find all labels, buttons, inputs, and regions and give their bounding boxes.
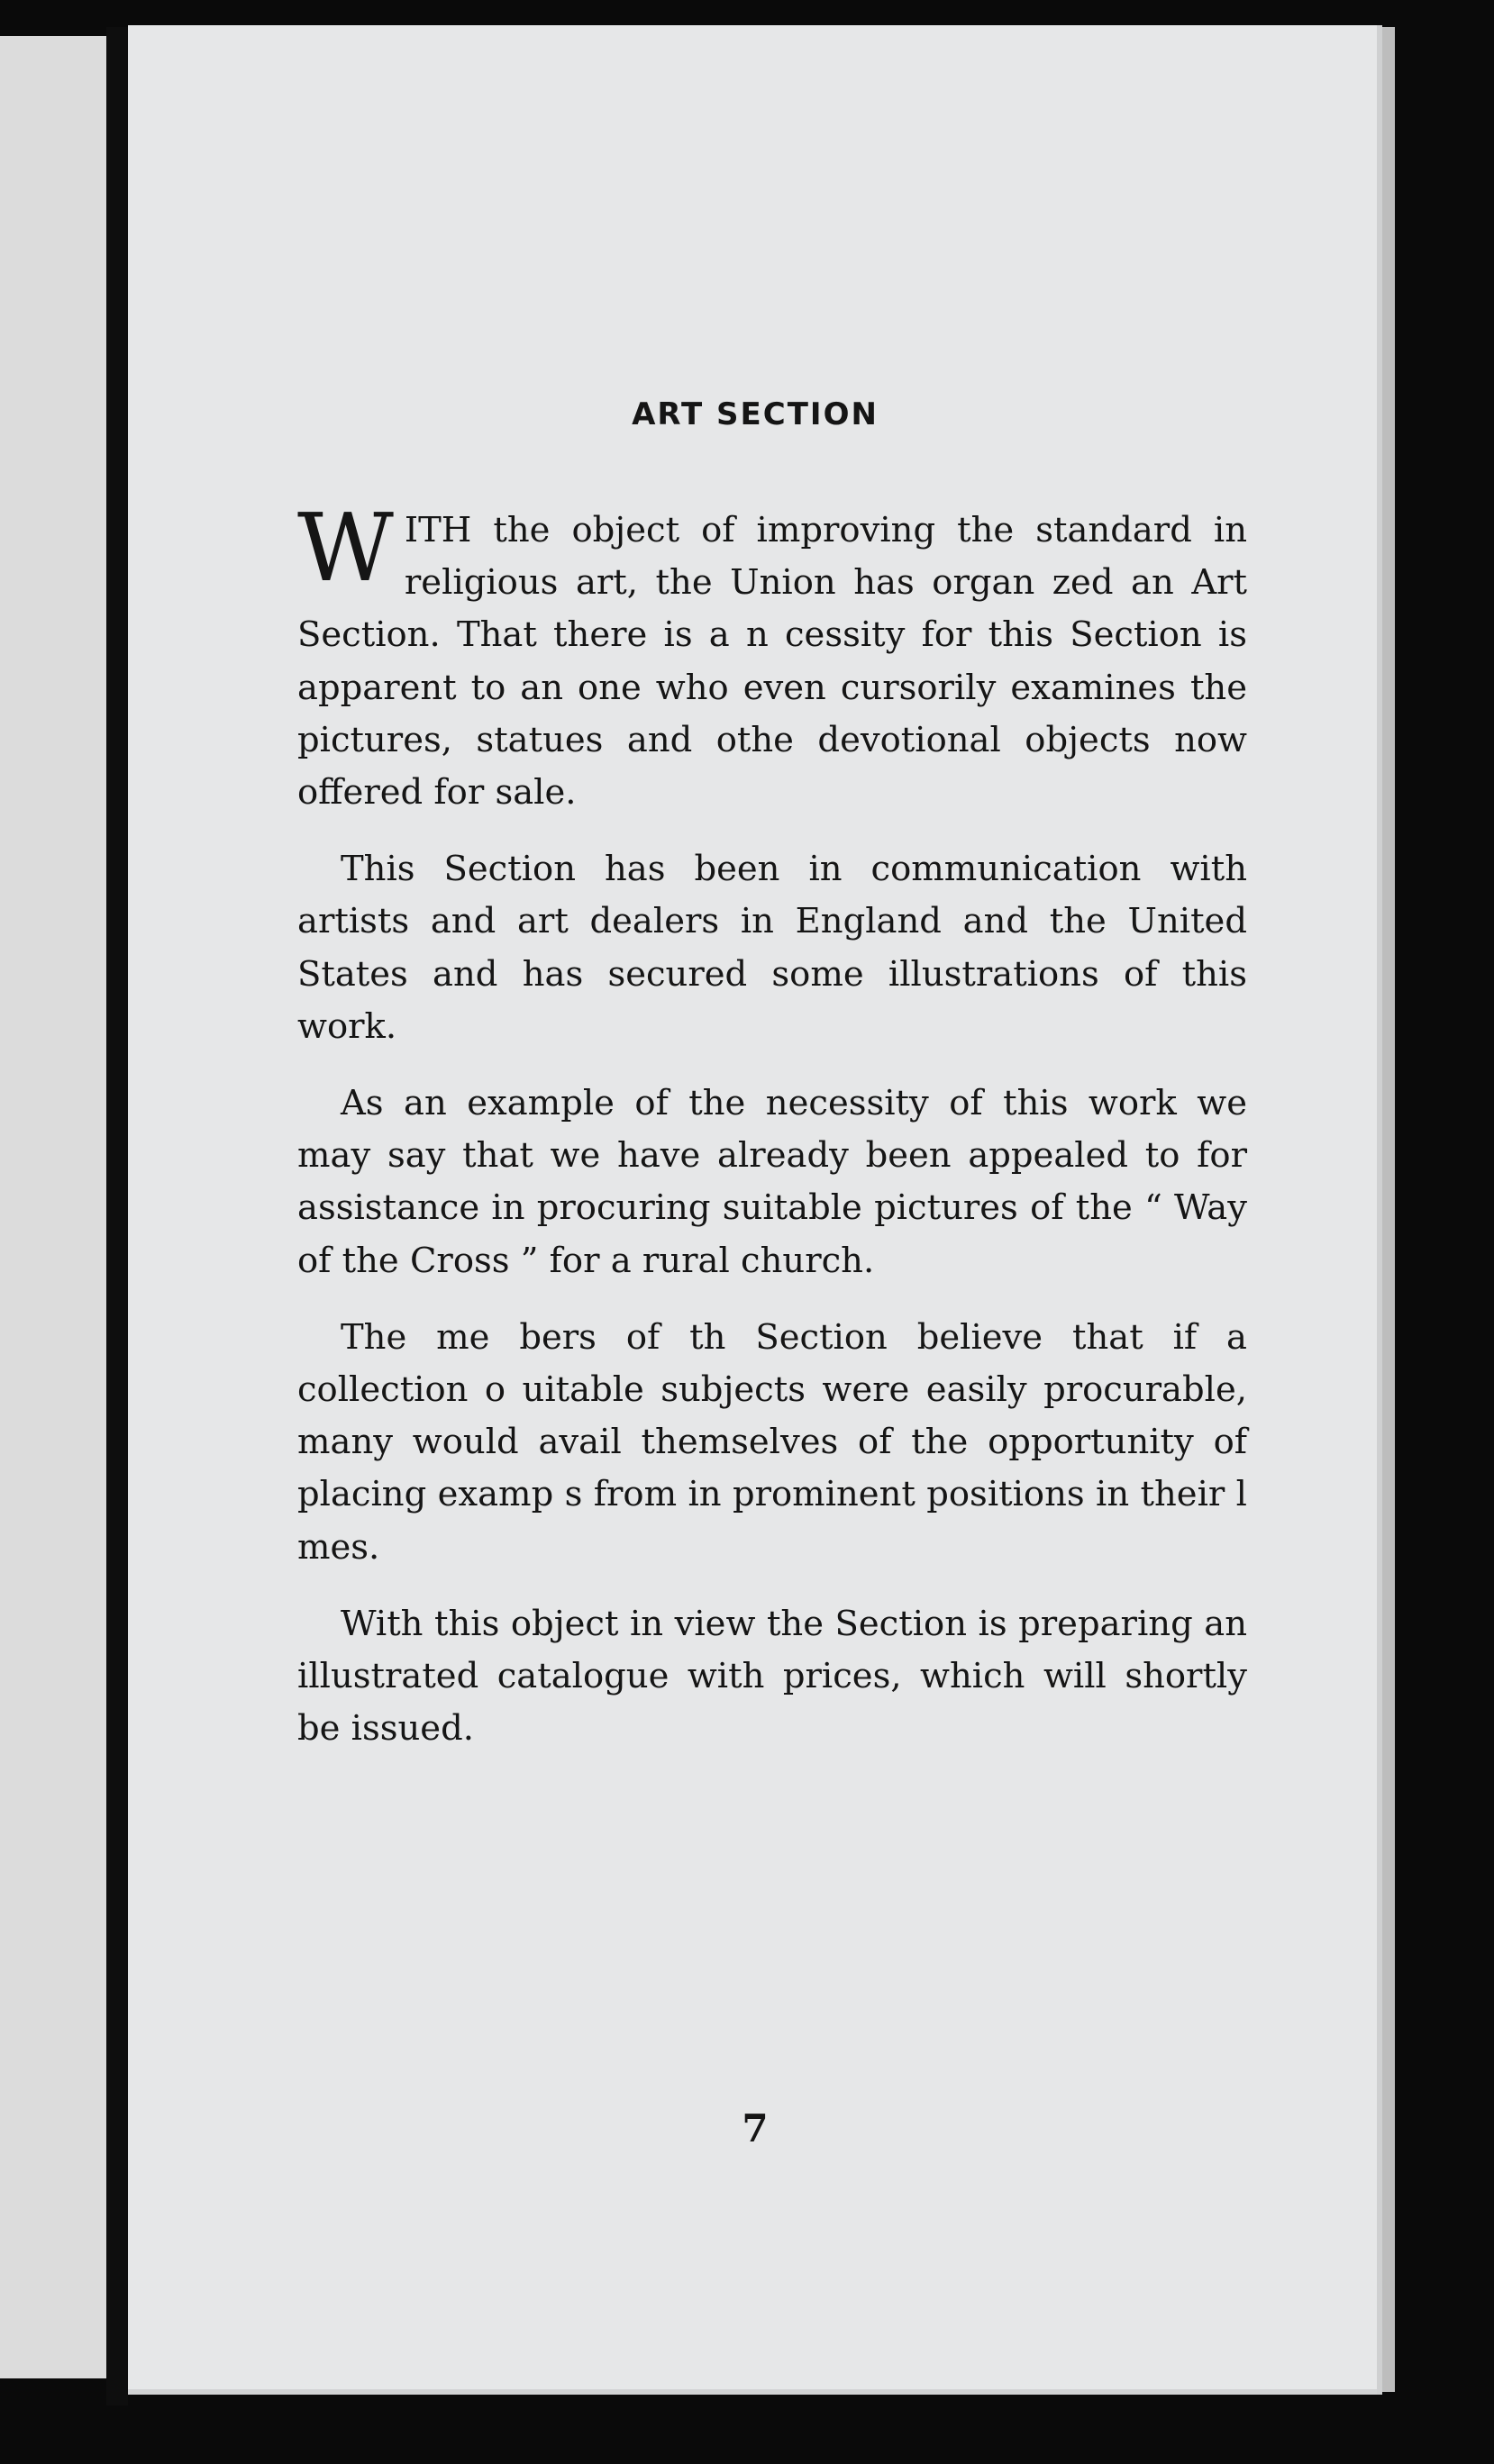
book-gutter (106, 27, 128, 2405)
page-number: 7 (742, 2106, 769, 2150)
paragraph-2: This Section has been in communication with artists and art dealers in England and the United States and has secured some illustrations of this work. (297, 849, 1247, 1047)
paragraph-5: With this object in view the Section is preparing an illustrated catalogue with prices, which will shortly be issued. (297, 1603, 1247, 1750)
facing-page-edge (0, 36, 106, 2378)
paragraph-4: The me bers of th Section believe that if a collection o uitable subjects were easily procurable, many would avail themselves of the opportunity of placing examp s from in prominent positions in their l mes. (297, 1316, 1247, 1568)
page (128, 25, 1382, 2395)
paragraph-3: As an example of the necessity of this work we may say that we have already been appealed to for assistance in procuring suitable pictures of the “ Way of the Cross ” for a rural church. (297, 1083, 1247, 1281)
paragraph-1 (297, 493, 1247, 819)
section-heading: ART SECTION (632, 396, 879, 432)
body-text (297, 493, 1247, 1779)
drop-cap: W (297, 493, 394, 603)
page-fore-edge (1382, 27, 1395, 2392)
paragraph-1-text: ITH the object of improving the standard in religious art, the Union has organ zed an Art Section. That there is a n cessity for this Section is apparent to an one who even cursorily examines the pictures, statues and othe devotional objects now offered for sale. (297, 510, 1247, 814)
